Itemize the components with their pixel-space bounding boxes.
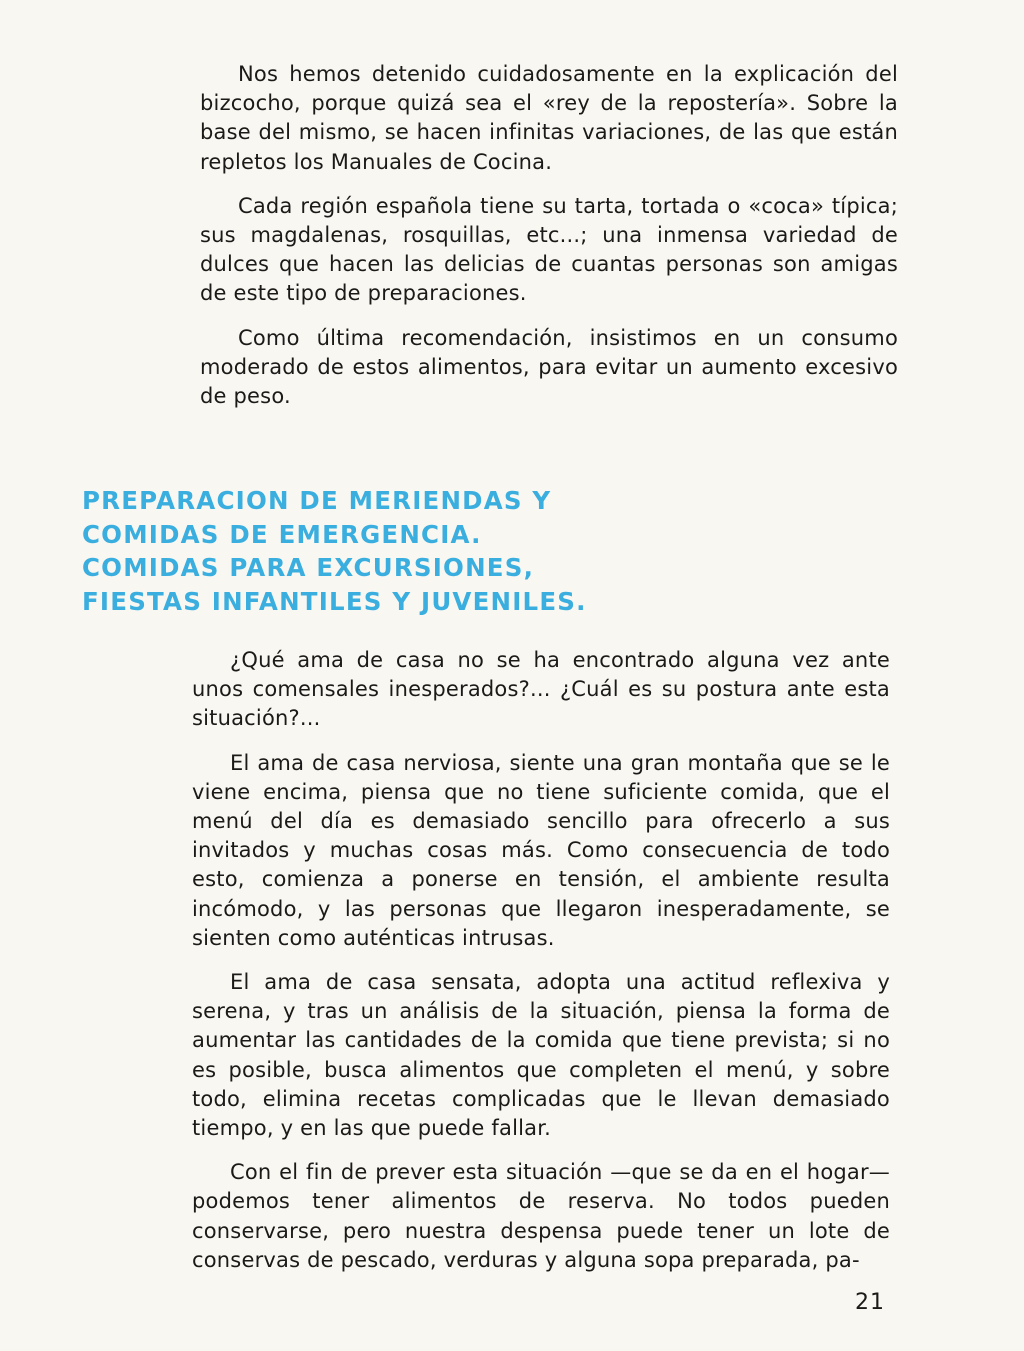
heading-line: COMIDAS PARA EXCURSIONES, (82, 553, 535, 582)
heading-line: COMIDAS DE EMERGENCIA. (82, 519, 482, 549)
paragraph: Como última recomendación, insistimos en un consumo moderado de estos alimentos, para evitar un aumento excesivo de peso. (200, 325, 898, 409)
intro-text (200, 60, 898, 411)
paragraph: ¿Qué ama de casa no se ha encontrado alguna vez ante unos comensales inesperados?... ¿Cuál es su postura ante esta situación?... (192, 648, 890, 731)
paragraph: Cada región española tiene su tarta, tortada o «coca» típica; sus magdalenas, rosquillas, etc...; una inmensa variedad de dulces que hacen las delicias de cuantas personas son amigas de este tipo de preparaciones. (200, 193, 898, 306)
paragraph: Nos hemos detenido cuidadosamente en la explicación del bizcocho, porque quizá sea el «rey de la repostería». Sobre la base del mismo, se hacen infinitas variaciones, de las que están repletos los Manuales de Cocina. (200, 62, 898, 174)
heading-line: FIESTAS INFANTILES Y JUVENILES. (82, 586, 587, 616)
heading-line: PREPARACION DE MERIENDAS Y (82, 486, 552, 515)
section-text (192, 646, 890, 1275)
paragraph: El ama de casa sensata, adopta una actitud reflexiva y serena, y tras un análisis de la situación, piensa la forma de aumentar las cantidades de la comida que tiene prevista; si no es posible, busca alimentos que completen el menú, y sobre todo, elimina recetas complicadas que le llevan demasiado tiempo, y en las que puede fallar. (192, 970, 890, 1141)
page-number: 21 (855, 1290, 885, 1315)
paragraph: El ama de casa nerviosa, siente una gran montaña que se le viene encima, piensa que no tiene suficiente comida, que el menú del día es demasiado sencillo para ofrecerlo a sus invitados y muchas cosas más. Como consecuencia de todo esto, comienza a ponerse en tensión, el ambiente resulta incómodo, y las personas que llegaron inesperadamente, se sienten como auténticas intrusas. (192, 750, 890, 950)
section-heading (82, 484, 682, 618)
paragraph: Con el fin de prever esta situación —que se da en el hogar— podemos tener alimentos de reserva. No todos pueden conservarse, pero nuestra despensa puede tener un lote de conservas de pescado, verduras y alguna sopa preparada, pa- (192, 1160, 890, 1272)
